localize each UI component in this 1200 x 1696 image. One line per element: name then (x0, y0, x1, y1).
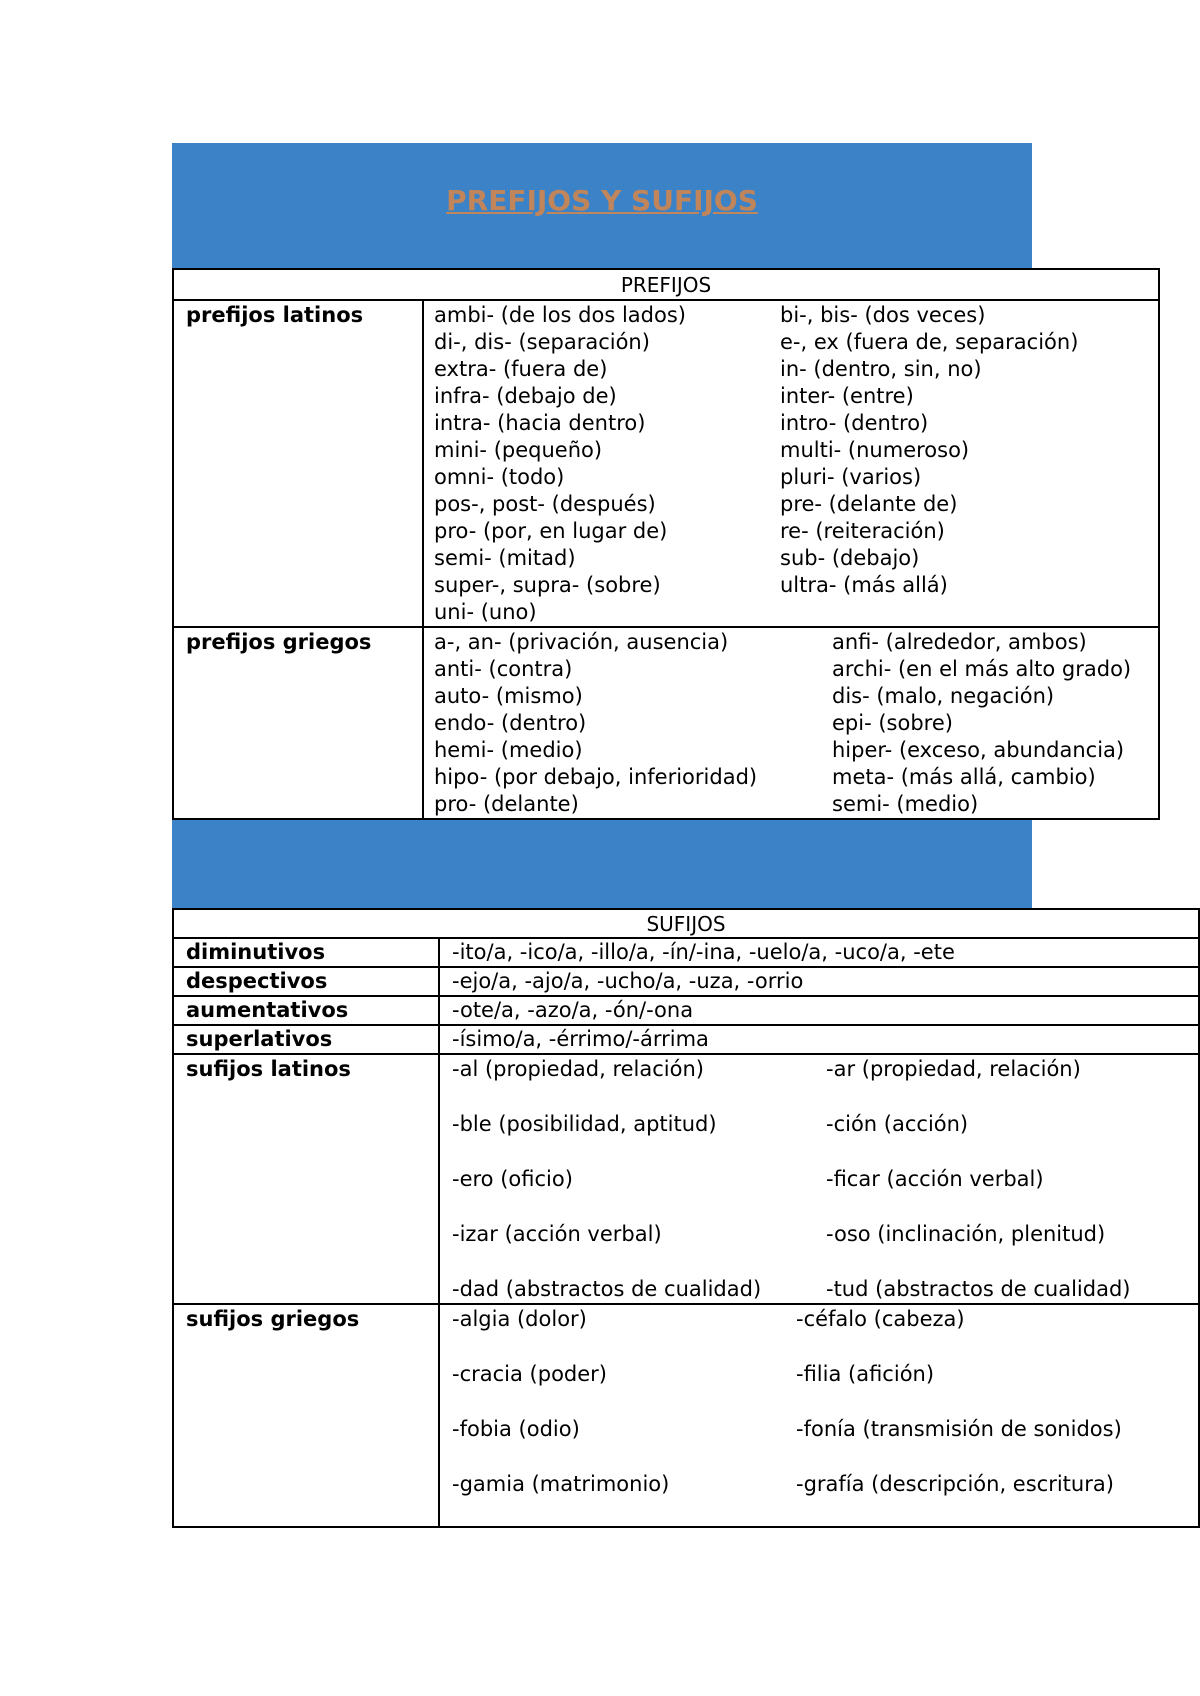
list-item: intra- (hacia dentro) intro- (dentro) (434, 411, 929, 435)
prefijos-griegos-label: prefijos griegos (173, 627, 423, 819)
list-item: ambi- (de los dos lados) bi-, bis- (dos veces) (434, 303, 986, 327)
list-item: auto- (mismo) dis- (malo, negación) (434, 684, 1055, 708)
list-item: anti- (contra) archi- (en el más alto grado) (434, 657, 1132, 681)
sufijos-header: SUFIJOS (173, 909, 1199, 938)
list-item: -fobia (odio) -fonía (transmisión de sonidos) (452, 1417, 1122, 1441)
section-banner (172, 816, 1032, 910)
sufijos-griegos-list (439, 1304, 1199, 1527)
page-title: PREFIJOS Y SUFIJOS (446, 184, 758, 217)
list-item: di-, dis- (separación) e-, ex (fuera de, separación) (434, 330, 1079, 354)
list-item: -gamia (matrimonio) -grafía (descripción, escritura) (452, 1472, 1114, 1496)
list-item: pro- (delante) semi- (medio) (434, 792, 979, 816)
list-item: infra- (debajo de) inter- (entre) (434, 384, 914, 408)
prefijos-table (172, 268, 1160, 820)
list-item: -ble (posibilidad, aptitud) -ción (acción) (452, 1112, 969, 1136)
list-item: hipo- (por debajo, inferioridad) meta- (más allá, cambio) (434, 765, 1096, 789)
list-item: pos-, post- (después) pre- (delante de) (434, 492, 958, 516)
sufijos-latinos-list (439, 1054, 1199, 1304)
list-item: -algia (dolor) -céfalo (cabeza) (452, 1307, 965, 1331)
list-item: extra- (fuera de) in- (dentro, sin, no) (434, 357, 982, 381)
list-item: -al (propiedad, relación) -ar (propiedad, relación) (452, 1057, 1081, 1081)
table-row: despectivos -ejo/a, -ajo/a, -ucho/a, -uza, -orrio (173, 967, 1199, 996)
list-item: hemi- (medio) hiper- (exceso, abundancia) (434, 738, 1125, 762)
table-row: diminutivos -ito/a, -ico/a, -illo/a, -ín/-ina, -uelo/a, -uco/a, -ete (173, 938, 1199, 967)
list-item: endo- (dentro) epi- (sobre) (434, 711, 953, 735)
prefijos-griegos-list (423, 627, 1159, 819)
list-item: super-, supra- (sobre) ultra- (más allá) (434, 573, 948, 597)
list-item: mini- (pequeño) multi- (numeroso) (434, 438, 970, 462)
sufijos-latinos-label: sufijos latinos (173, 1054, 439, 1304)
table-row: superlativos -ísimo/a, -érrimo/-árrima (173, 1025, 1199, 1054)
prefijos-header: PREFIJOS (173, 269, 1159, 300)
list-item: semi- (mitad) sub- (debajo) (434, 546, 920, 570)
sufijos-griegos-label: sufijos griegos (173, 1304, 439, 1527)
list-item: -izar (acción verbal) -oso (inclinación, plenitud) (452, 1222, 1106, 1246)
list-item: pro- (por, en lugar de) re- (reiteración) (434, 519, 945, 543)
list-item: uni- (uno) (434, 600, 537, 624)
list-item: -ero (oficio) -ficar (acción verbal) (452, 1167, 1044, 1191)
list-item: a-, an- (privación, ausencia) anfi- (alrededor, ambos) (434, 630, 1087, 654)
list-item: -dad (abstractos de cualidad) -tud (abstractos de cualidad) (452, 1277, 1131, 1301)
sufijos-table (172, 908, 1200, 1528)
prefijos-latinos-list (423, 300, 1159, 627)
list-item: -cracia (poder) -filia (afición) (452, 1362, 935, 1386)
table-row: aumentativos -ote/a, -azo/a, -ón/-ona (173, 996, 1199, 1025)
list-item: omni- (todo) pluri- (varios) (434, 465, 922, 489)
prefijos-latinos-label: prefijos latinos (173, 300, 423, 627)
